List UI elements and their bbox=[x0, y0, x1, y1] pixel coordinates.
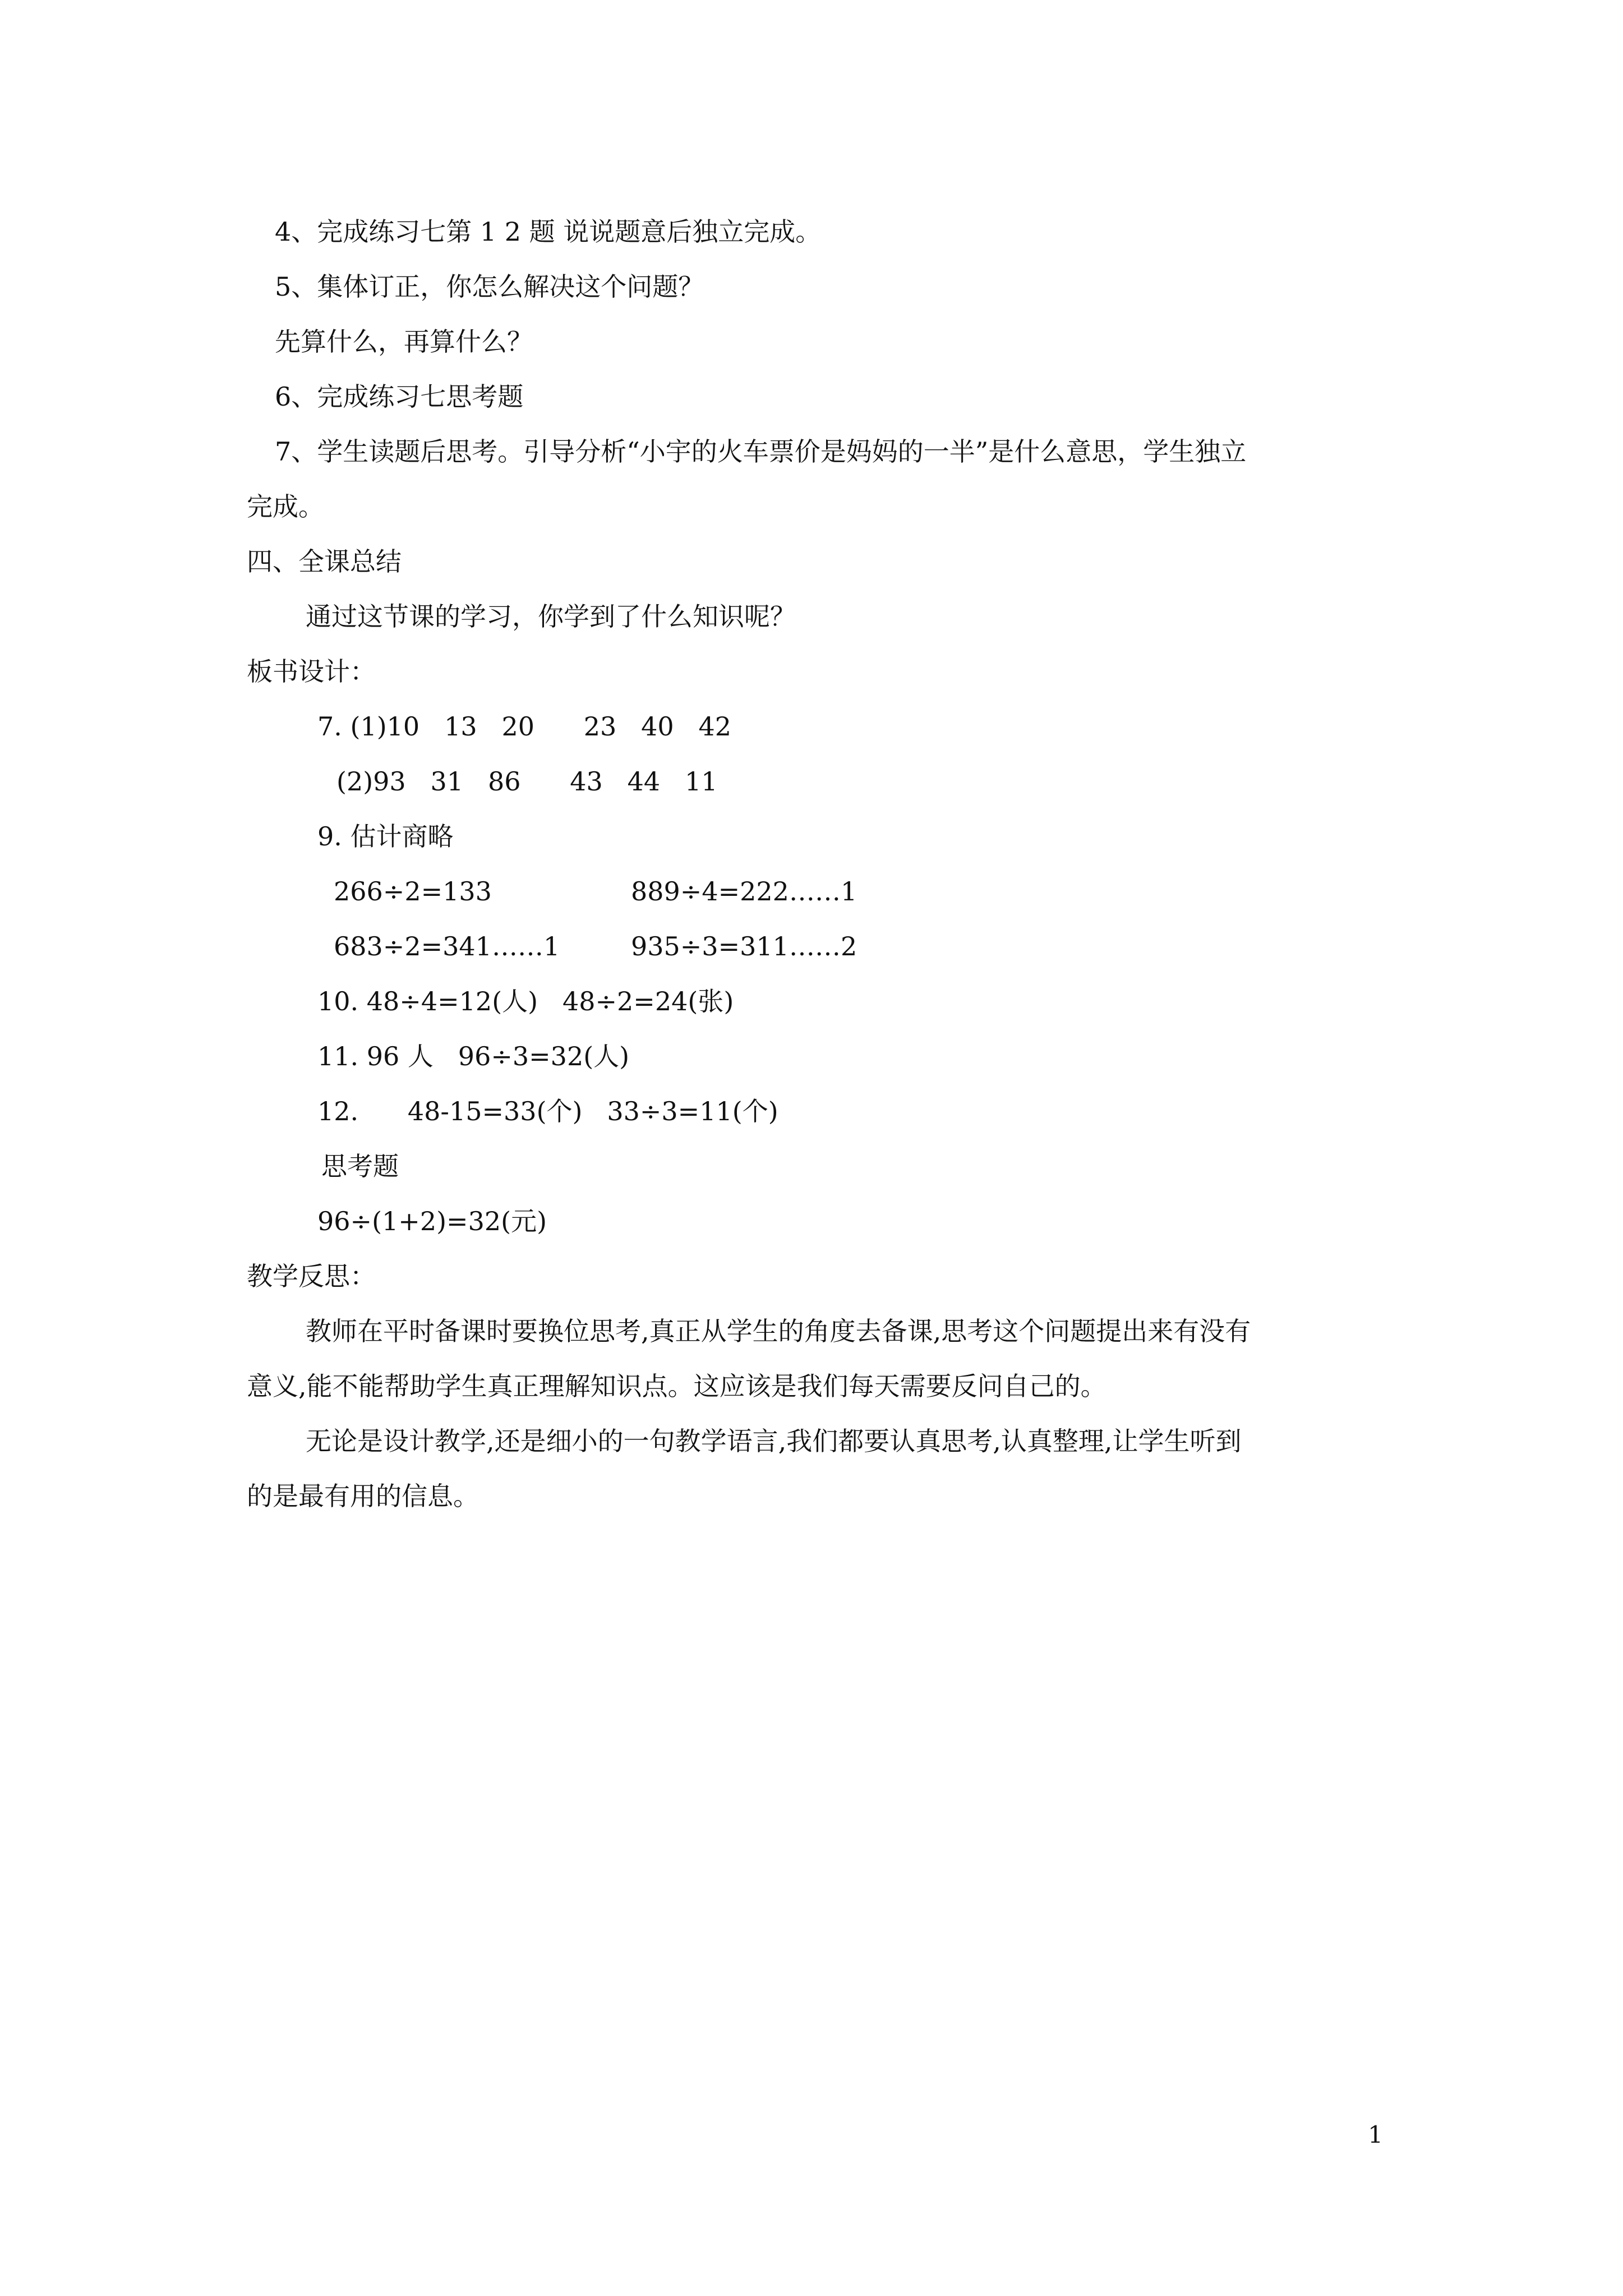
text-line: 6、完成练习七思考题 bbox=[275, 381, 524, 412]
text-line: 先算什么，再算什么？ bbox=[275, 326, 533, 357]
board-line: (2)93 31 86 43 44 11 bbox=[336, 766, 718, 797]
section-heading: 板书设计： bbox=[247, 656, 376, 687]
text-line: 7、学生读题后思考。引导分析“小宇的火车票价是妈妈的一半”是什么意思，学生独立 bbox=[275, 436, 1247, 467]
board-line: 266÷2=133 bbox=[334, 876, 492, 907]
text-line: 意义,能不能帮助学生真正理解知识点。这应该是我们每天需要反问自己的。 bbox=[247, 1371, 1106, 1401]
board-line: 11. 96 人 96÷3=32(人) bbox=[317, 1041, 630, 1071]
text-line: 教师在平时备课时要换位思考,真正从学生的角度去备课,思考这个问题提出来有没有 bbox=[306, 1316, 1251, 1346]
board-line: 683÷2=341……1 bbox=[334, 931, 560, 961]
board-line: 889÷4=222……1 bbox=[631, 876, 857, 907]
board-line: 12. 48-15=33(个) 33÷3=11(个) bbox=[317, 1096, 778, 1126]
section-heading: 四、全课总结 bbox=[247, 546, 402, 577]
board-line: 96÷(1+2)=32(元) bbox=[317, 1206, 547, 1236]
board-line: 思考题 bbox=[321, 1151, 399, 1181]
page-number: 1 bbox=[1368, 2121, 1383, 2148]
section-heading: 教学反思： bbox=[247, 1261, 376, 1291]
board-line: 10. 48÷4=12(人) 48÷2=24(张) bbox=[317, 986, 734, 1016]
text-line: 通过这节课的学习，你学到了什么知识呢？ bbox=[306, 601, 796, 632]
text-line: 5、集体订正，你怎么解决这个问题？ bbox=[275, 272, 704, 302]
text-line: 4、完成练习七第 1 2 题 说说题意后独立完成。 bbox=[275, 217, 822, 247]
board-line: 9. 估计商略 bbox=[317, 821, 454, 852]
text-line: 完成。 bbox=[247, 491, 324, 522]
text-line: 无论是设计教学,还是细小的一句教学语言,我们都要认真思考,认真整理,让学生听到 bbox=[306, 1426, 1242, 1456]
board-line: 935÷3=311……2 bbox=[631, 931, 857, 961]
text-line: 的是最有用的信息。 bbox=[247, 1481, 479, 1511]
board-line: 7. (1)10 13 20 23 40 42 bbox=[317, 711, 732, 742]
